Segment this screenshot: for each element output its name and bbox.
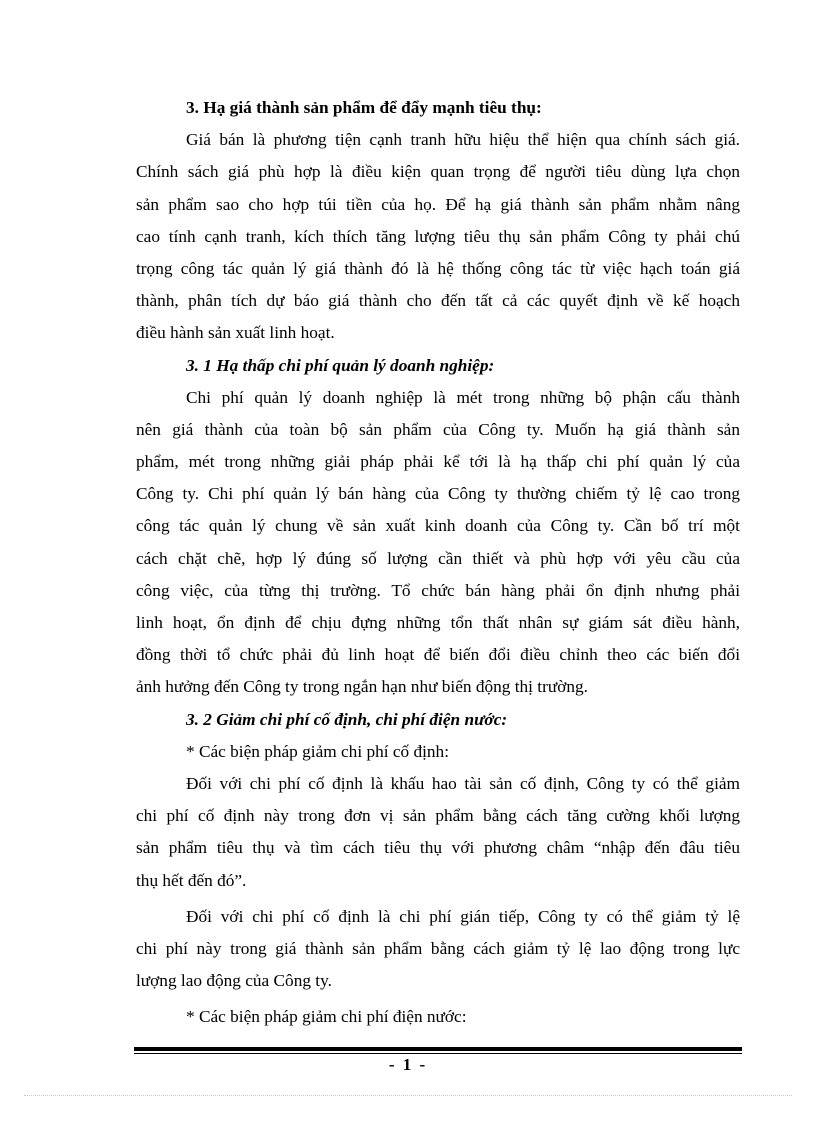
- paragraph-line: chi phí cố định này trong đơn vị sản phẩm bằng cách tăng cường khối lượng: [136, 806, 740, 826]
- bullet-utility-cost: * Các biện pháp giảm chi phí điện nước:: [186, 1007, 467, 1027]
- paragraph-line: cao tính cạnh tranh, kích thích tăng lượng tiêu thụ sản phẩm Công ty phải chú: [136, 226, 740, 246]
- footer-rule: [134, 1047, 742, 1054]
- paragraph-line: Đối với chi phí cố định là khấu hao tài sản cố định, Công ty có thể giảm: [186, 773, 740, 793]
- paragraph-line: linh hoạt, ổn định để chịu đựng những tổn thất nhân sự giám sát điều hành,: [136, 613, 740, 632]
- section-3-1-paragraph: [136, 382, 740, 704]
- paragraph-line: công việc, của từng thị trường. Tổ chức bán hàng phải ổn định nhưng phải: [136, 580, 740, 600]
- paragraph-line: Đối với chi phí cố định là chi phí gián tiếp, Công ty có thể giảm tỷ lệ: [186, 906, 740, 926]
- section-heading-3-1: 3. 1 Hạ thấp chi phí quản lý doanh nghiệp:: [186, 355, 495, 375]
- footer-rule-thin: [134, 1053, 742, 1054]
- footer-rule-thick: [134, 1047, 742, 1051]
- paragraph-line: công tác quản lý chung về sản xuất kinh doanh của Công ty. Cần bố trí một: [136, 516, 740, 536]
- section-3-2-paragraph-2: [136, 901, 740, 998]
- section-3-2-paragraph-1: [136, 768, 740, 897]
- paragraph-line: ảnh hưởng đến Công ty trong ngắn hạn như biến động thị trường.: [136, 677, 588, 697]
- paragraph-line: sản phẩm sao cho hợp túi tiền của họ. Để hạ giá thành sản phẩm nhằm nâng: [136, 194, 740, 214]
- bullet-fixed-cost: * Các biện pháp giảm chi phí cố định:: [186, 741, 449, 761]
- paragraph-line: phẩm, mét trong những giải pháp phải kể tới là hạ thấp chi phí quản lý của: [136, 452, 740, 472]
- section-heading-3-2: 3. 2 Giảm chi phí cố định, chi phí điện nước:: [186, 709, 508, 729]
- paragraph-line: thụ hết đến đó”.: [136, 870, 247, 890]
- paragraph-line: Công ty. Chi phí quản lý bán hàng của Công ty thường chiếm tỷ lệ cao trong: [136, 484, 740, 504]
- section-3-paragraph: [136, 124, 740, 349]
- paragraph-line: chi phí này trong giá thành sản phẩm bằng cách giảm tỷ lệ lao động trong lực: [136, 938, 740, 958]
- paragraph-line: trọng công tác quản lý giá thành đó là hệ thống công tác từ việc hạch toán giá: [136, 258, 740, 278]
- paragraph-line: đồng thời tổ chức phải đủ linh hoạt để biến đổi điều chỉnh theo các biến đổi: [136, 645, 740, 665]
- paragraph-line: Chi phí quản lý doanh nghiệp là mét trong những bộ phận cấu thành: [186, 387, 740, 407]
- paragraph-line: lượng lao động của Công ty.: [136, 971, 332, 991]
- paragraph-line: sản phẩm tiêu thụ và tìm cách tiêu thụ với phương châm “nhập đến đâu tiêu: [136, 838, 740, 858]
- paragraph-line: Chính sách giá phù hợp là điều kiện quan trọng để người tiêu dùng lựa chọn: [136, 162, 740, 182]
- page-number: - 1 -: [388, 1055, 428, 1074]
- paragraph-line: thành, phân tích dự báo giá thành cho đến tất cả các quyết định về kế hoạch: [136, 291, 740, 311]
- paragraph-line: Giá bán là phương tiện cạnh tranh hữu hiệu thể hiện qua chính sách giá.: [186, 130, 740, 150]
- page-border-dotted: [24, 1095, 792, 1096]
- paragraph-line: cách chặt chẽ, hợp lý đúng số lượng cần thiết và phù hợp với yêu cầu của: [136, 548, 740, 568]
- paragraph-line: nên giá thành của toàn bộ sản phẩm của Công ty. Muốn hạ giá thành sản: [136, 419, 740, 439]
- section-heading-3: 3. Hạ giá thành sản phẩm để đẩy mạnh tiêu thụ:: [186, 98, 542, 117]
- document-body: [136, 92, 740, 1033]
- paragraph-line: điều hành sản xuất linh hoạt.: [136, 323, 335, 343]
